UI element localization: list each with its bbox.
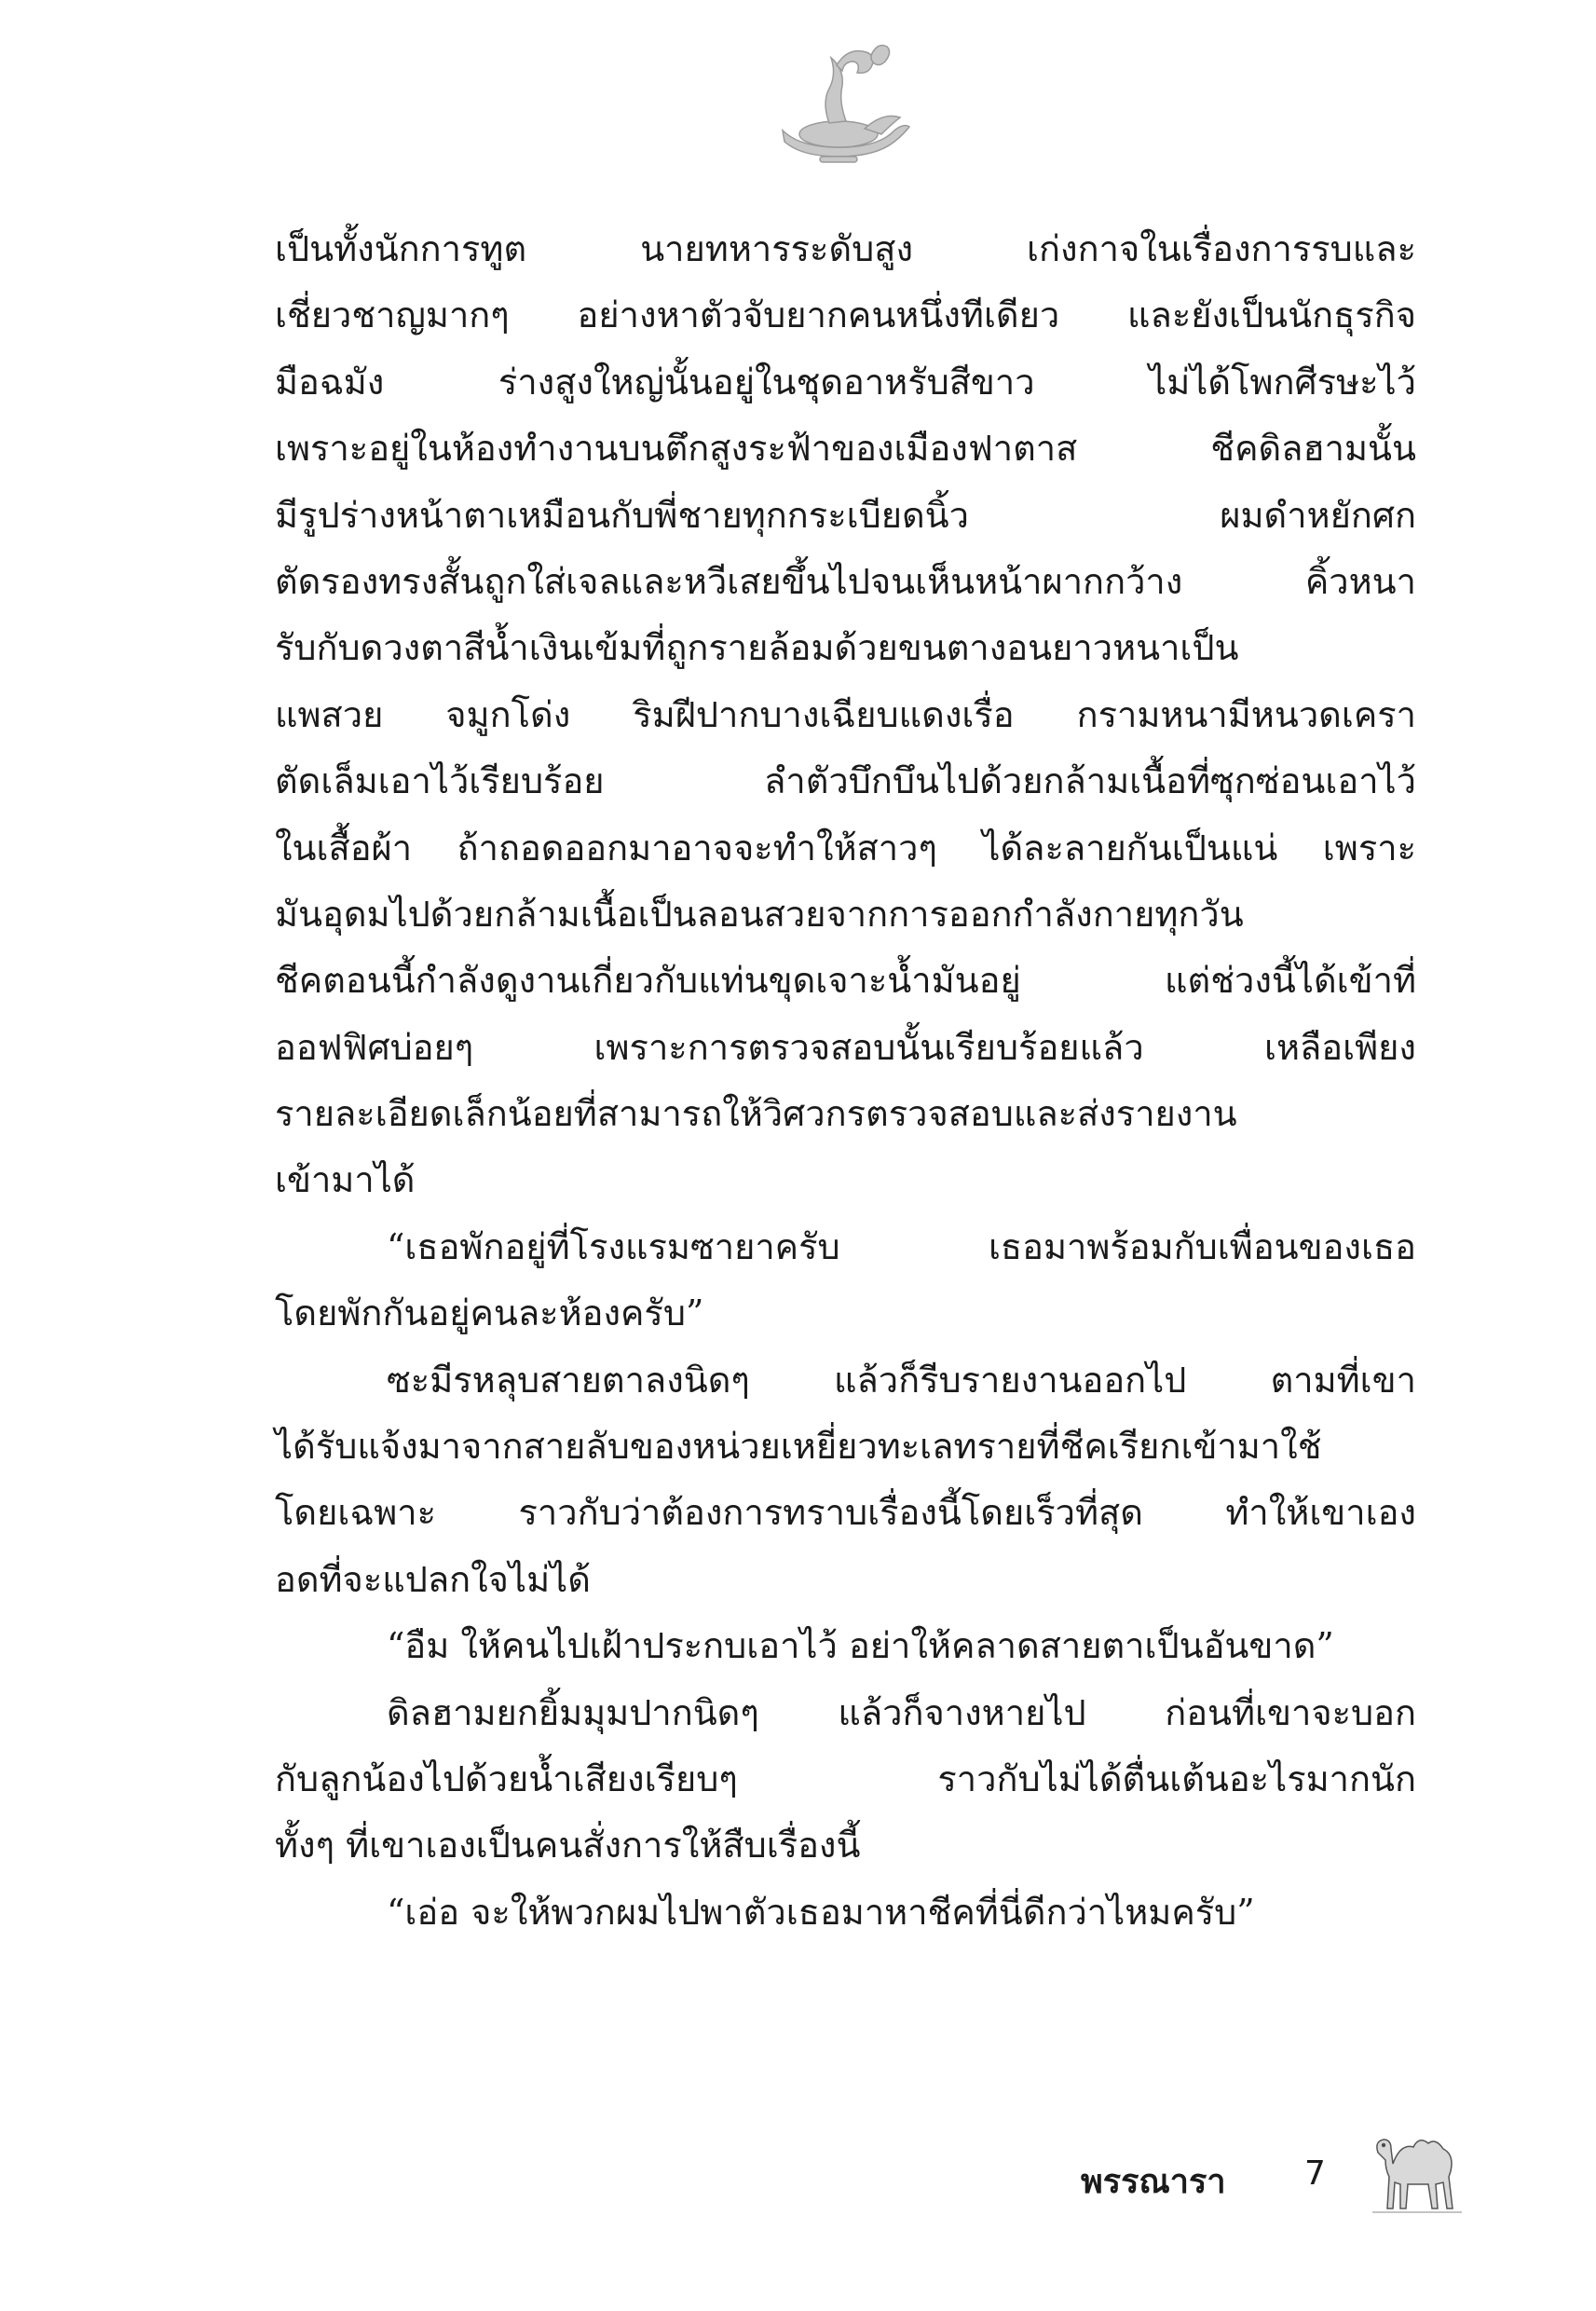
text-line: เข้ามาได้ [275, 1159, 416, 1201]
text-line: “อืม ให้คนไปเฝ้าประกบเอาไว้ อย่าให้คลาดสายตาเป็นอันขาด” [387, 1625, 1334, 1667]
body-text [275, 216, 1416, 1946]
text-line: ออฟฟิศบ่อยๆ เพราะการตรวจสอบนั้นเรียบร้อยแล้ว เหลือเพียง [275, 1026, 1416, 1068]
text-line: มือฉมัง ร่างสูงใหญ่นั้นอยู่ในชุดอาหรับสีขาว ไม่ได้โพกศีรษะไว้ [275, 361, 1416, 403]
text-line: รับกับดวงตาสีน้ำเงินเข้มที่ถูกรายล้อมด้วยขนตางอนยาวหนาเป็น [275, 627, 1239, 669]
text-line: ดิลฮามยกยิ้มมุมปากนิดๆ แล้วก็จางหายไป ก่อนที่เขาจะบอก [387, 1691, 1416, 1733]
text-line: กับลูกน้องไปด้วยน้ำเสียงเรียบๆ ราวกับไม่ได้ตื่นเต้นอะไรมากนัก [275, 1757, 1416, 1799]
text-line: ทั้งๆ ที่เขาเองเป็นคนสั่งการให้สืบเรื่องนี้ [275, 1825, 861, 1867]
text-line: ได้รับแจ้งมาจากสายลับของหน่วยเหยี่ยวทะเลทรายที่ชีคเรียกเข้ามาใช้ [275, 1426, 1322, 1468]
text-line: เป็นทั้งนักการทูต นายทหารระดับสูง เก่งกาจในเรื่องการรบและ [275, 228, 1416, 269]
text-line: ตัดรองทรงสั้นถูกใส่เจลและหวีเสยขึ้นไปจนเห็นหน้าผากกว้าง คิ้วหนา [275, 560, 1416, 602]
text-line: โดยเฉพาะ ราวกับว่าต้องการทราบเรื่องนี้โดยเร็วที่สุด ทำให้เขาเอง [275, 1492, 1416, 1534]
text-line: ตัดเล็มเอาไว้เรียบร้อย ลำตัวบึกบึนไปด้วยกล้ามเนื้อที่ซุกซ่อนเอาไว้ [275, 760, 1416, 802]
text-line: เพราะอยู่ในห้องทำงานบนตึกสูงระฟ้าของเมืองฟาตาส ชีคดิลฮามนั้น [275, 428, 1416, 470]
text-line: ชีคตอนนี้กำลังดูงานเกี่ยวกับแท่นขุดเจาะน้ำมันอยู่ แต่ช่วงนี้ได้เข้าที่ [275, 960, 1416, 1002]
text-line: “เธอพักอยู่ที่โรงแรมซายาครับ เธอมาพร้อมกับเพื่อนของเธอ [387, 1225, 1416, 1267]
text-line: ซะมีรหลุบสายตาลงนิดๆ แล้วก็รีบรายงานออกไป ตามที่เขา [387, 1359, 1416, 1401]
book-title: พรรณารา [1081, 2163, 1226, 2201]
text-line: ในเสื้อผ้า ถ้าถอดออกมาอาจจะทำให้สาวๆ ได้ละลายกันเป็นแน่ เพราะ [275, 827, 1416, 868]
text-line: อดที่จะแปลกใจไม่ได้ [275, 1558, 591, 1600]
text-line: “เอ่อ จะให้พวกผมไปพาตัวเธอมาหาชีคที่นี่ดีกว่าไหมครับ” [387, 1891, 1255, 1933]
text-line: โดยพักกันอยู่คนละห้องครับ” [275, 1292, 704, 1334]
text-line: มันอุดมไปด้วยกล้ามเนื้อเป็นลอนสวยจากการออกกำลังกายทุกวัน [275, 893, 1244, 935]
page-footer [1081, 2143, 1360, 2208]
text-line: แพสวย จมูกโด่ง ริมฝีปากบางเฉียบแดงเรื่อ กรามหนามีหนวดเครา [275, 693, 1416, 735]
page-number: 7 [1304, 2154, 1326, 2193]
genie-lamp-icon [764, 37, 913, 168]
text-line: เชี่ยวชาญมากๆ อย่างหาตัวจับยากคนหนึ่งทีเดียว และยังเป็นนักธุรกิจ [275, 294, 1416, 336]
camel-icon [1365, 2115, 1467, 2218]
text-line: รายละเอียดเล็กน้อยที่สามารถให้วิศวกรตรวจสอบและส่งรายงาน [275, 1093, 1237, 1135]
text-line: มีรูปร่างหน้าตาเหมือนกับพี่ชายทุกกระเบียดนิ้ว ผมดำหยักศก [275, 494, 1416, 536]
